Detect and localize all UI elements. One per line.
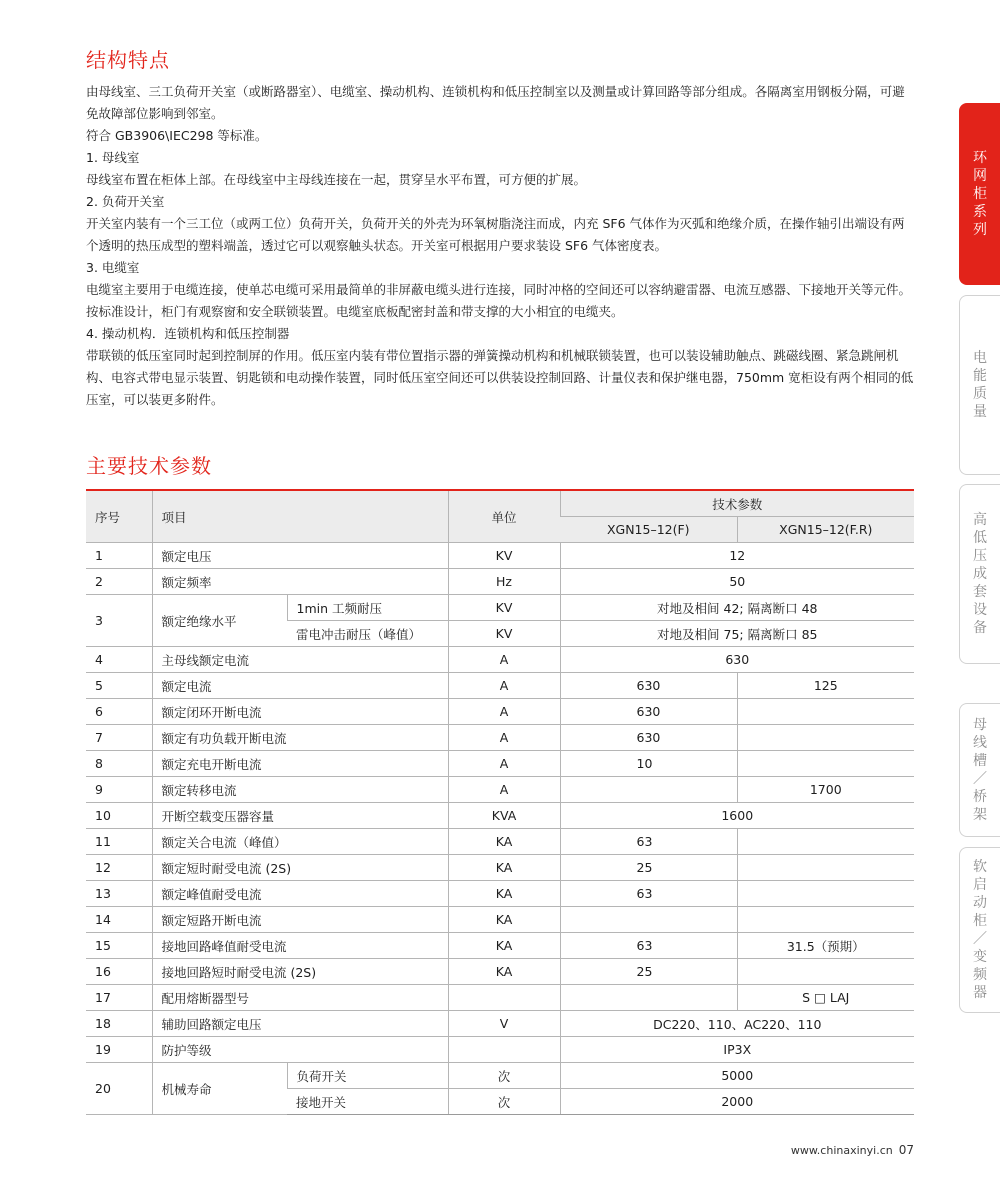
- table-row: [86, 881, 914, 907]
- paragraph-cable-room: 电缆室主要用于电缆连接，使单芯电缆可采用最简单的非屏蔽电缆头进行连接，同时冲格的空间还可以容纳避雷器、电流互感器、下接地开关等元件。按标准设计，柜门有观察窗和安全联锁装置。电缆室底板配密封盖和带支撑的大小相宜的电缆夹。: [86, 282, 912, 319]
- cell-unit: A: [448, 725, 560, 751]
- sidebar-tab-char: 网: [973, 168, 987, 184]
- sidebar-tab-label: [973, 349, 987, 421]
- cell-unit: 次: [448, 1063, 560, 1089]
- sidebar-tab-char: 质: [973, 386, 987, 402]
- table-row: [86, 777, 914, 803]
- cell-unit: [448, 985, 560, 1011]
- table-row: [86, 751, 914, 777]
- cell-value-f: 630: [560, 699, 737, 725]
- cell-unit: KA: [448, 907, 560, 933]
- sidebar-tab-char: 列: [973, 222, 987, 238]
- cell-value-fr: S □ LAJ: [737, 985, 914, 1011]
- sidebar-tab-char: 柜: [973, 913, 987, 929]
- cell-unit: [448, 1037, 560, 1063]
- cell-value-f: 63: [560, 933, 737, 959]
- sidebar-tab-switchgear[interactable]: [959, 484, 1000, 664]
- cell-value: 1600: [560, 803, 914, 829]
- sidebar-tab-char: 备: [973, 620, 987, 636]
- cell-no: 5: [86, 673, 152, 699]
- header-model-f: XGN15–12(F): [560, 517, 737, 543]
- cell-unit: KA: [448, 959, 560, 985]
- sidebar-tab-power-quality[interactable]: [959, 295, 1000, 475]
- cell-value-f: [560, 777, 737, 803]
- cell-value: 50: [560, 569, 914, 595]
- cell-value-f: 63: [560, 881, 737, 907]
- sidebar-tab-char: 系: [973, 204, 987, 220]
- cell-value-fr: 1700: [737, 777, 914, 803]
- cell-value-fr: [737, 881, 914, 907]
- cell-value: IP3X: [560, 1037, 914, 1063]
- header-tech-params: 技术参数: [560, 490, 914, 517]
- header-unit: 单位: [448, 490, 560, 543]
- page-number: 07: [898, 1143, 914, 1157]
- cell-value: 2000: [560, 1089, 914, 1115]
- page-footer: [791, 1143, 914, 1157]
- cell-no: 10: [86, 803, 152, 829]
- sidebar-tab-char: ／: [973, 931, 987, 947]
- cell-no: 12: [86, 855, 152, 881]
- cell-item: 接地回路峰值耐受电流: [152, 933, 448, 959]
- sidebar-tab-char: 频: [973, 967, 987, 983]
- cell-subitem: 1min 工频耐压: [287, 595, 448, 621]
- sidebar-tab-char: 动: [973, 895, 987, 911]
- table-row: [86, 933, 914, 959]
- sidebar-tab-char: 器: [973, 985, 987, 1001]
- table-row: [86, 673, 914, 699]
- paragraph-operating-mechanism: 带联锁的低压室同时起到控制屏的作用。低压室内装有带位置指示器的弹簧操动机构和机械联锁装置，也可以装设辅助触点、跳磁线圈、紧急跳闸机构、电容式带电显示装置、钥匙锁和电动操作装置，同时低压室空间还可以供装设控制回路、计量仪表和保护继电器，750mm 宽柜设有两个相同的低压室，可以装更多附件。: [86, 348, 914, 407]
- cell-item: 配用熔断器型号: [152, 985, 448, 1011]
- sidebar-tab-char: 软: [973, 859, 987, 875]
- cell-item: 额定关合电流（峰值）: [152, 829, 448, 855]
- cell-unit: KA: [448, 855, 560, 881]
- cell-item: 额定充电开断电流: [152, 751, 448, 777]
- sidebar-tab-char: 母: [973, 717, 987, 733]
- header-item: 项目: [152, 490, 448, 543]
- cell-unit: A: [448, 699, 560, 725]
- sidebar-tab-char: 桥: [973, 789, 987, 805]
- section-title-tech-params: 主要技术参数: [86, 454, 212, 478]
- sidebar-tab-char: 环: [973, 150, 987, 166]
- table-row: [86, 699, 914, 725]
- cell-value-fr: [737, 959, 914, 985]
- cell-item: 额定有功负载开断电流: [152, 725, 448, 751]
- sidebar-tab-char: 能: [973, 368, 987, 384]
- cell-item: 额定闭环开断电流: [152, 699, 448, 725]
- cell-item: 主母线额定电流: [152, 647, 448, 673]
- cell-item: 额定短路开断电流: [152, 907, 448, 933]
- cell-subitem: 雷电冲击耐压（峰值）: [287, 621, 448, 647]
- cell-no: 13: [86, 881, 152, 907]
- cell-value: 12: [560, 543, 914, 569]
- cell-no: 18: [86, 1011, 152, 1037]
- cell-unit: Hz: [448, 569, 560, 595]
- cell-value-fr: 125: [737, 673, 914, 699]
- sidebar-tab-char: 设: [973, 602, 987, 618]
- cell-item: 辅助回路额定电压: [152, 1011, 448, 1037]
- cell-item: 防护等级: [152, 1037, 448, 1063]
- cell-value-f: 25: [560, 959, 737, 985]
- sidebar-tab-char: 套: [973, 584, 987, 600]
- cell-unit: KVA: [448, 803, 560, 829]
- cell-no: 16: [86, 959, 152, 985]
- cell-value: 对地及相间 42; 隔离断口 48: [560, 595, 914, 621]
- cell-value: 630: [560, 647, 914, 673]
- cell-no: 15: [86, 933, 152, 959]
- cell-item: 接地回路短时耐受电流 (2S): [152, 959, 448, 985]
- sidebar-tab-label: [973, 149, 987, 239]
- sidebar-tab-char: 槽: [973, 753, 987, 769]
- cell-no: 14: [86, 907, 152, 933]
- cell-value-fr: [737, 855, 914, 881]
- cell-value-f: [560, 985, 737, 1011]
- cell-subitem: 接地开关: [287, 1089, 448, 1115]
- header-no: 序号: [86, 490, 152, 543]
- sidebar-tab-char: 低: [973, 530, 987, 546]
- paragraph-composition: 由母线室、三工负荷开关室（或断路器室）、电缆室、操动机构、连锁机构和低压控制室以及测量或计算回路等部分组成。各隔离室用钢板分隔，可避免故障部位影响到邻室。: [86, 84, 905, 121]
- cell-value-f: 630: [560, 725, 737, 751]
- table-row: [86, 1011, 914, 1037]
- cell-unit: A: [448, 647, 560, 673]
- cell-no: 11: [86, 829, 152, 855]
- table-row: [86, 985, 914, 1011]
- sidebar-tab-label: [973, 858, 987, 1002]
- sidebar-tab-char: 线: [973, 735, 987, 751]
- table-row: [86, 543, 914, 569]
- table-row: [86, 1037, 914, 1063]
- sidebar-tab-char: 变: [973, 949, 987, 965]
- sidebar-tab-char: 压: [973, 548, 987, 564]
- tech-params-table: [86, 489, 914, 1115]
- cell-value-f: 63: [560, 829, 737, 855]
- cell-unit: A: [448, 751, 560, 777]
- cell-value-f: 10: [560, 751, 737, 777]
- cell-unit: KV: [448, 595, 560, 621]
- cell-value: 对地及相间 75; 隔离断口 85: [560, 621, 914, 647]
- cell-unit: 次: [448, 1089, 560, 1115]
- subheading-switch-room: 2. 负荷开关室: [86, 194, 165, 209]
- paragraph-standards: 符合 GB3906\IEC298 等标准。: [86, 128, 268, 143]
- cell-no: 1: [86, 543, 152, 569]
- table-row: [86, 595, 914, 621]
- cell-no: 20: [86, 1063, 152, 1115]
- cell-item: 额定峰值耐受电流: [152, 881, 448, 907]
- sidebar-tab-char: 高: [973, 512, 987, 528]
- table-row: [86, 725, 914, 751]
- paragraph-switch-room: 开关室内装有一个三工位（或两工位）负荷开关，负荷开关的外壳为环氧树脂浇注而成，内充 SF6 气体作为灭弧和绝缘介质，在操作轴引出端设有两个透明的热压成型的塑料端盖，透过它可以观察触头状态。开关室可根据用户要求装设 SF6 气体密度表。: [86, 216, 905, 253]
- cell-unit: KV: [448, 621, 560, 647]
- sidebar-tab-char: 启: [973, 877, 987, 893]
- cell-item: 额定绝缘水平: [152, 595, 287, 647]
- cell-value-fr: 31.5（预期）: [737, 933, 914, 959]
- table-row: [86, 959, 914, 985]
- cell-value-fr: [737, 725, 914, 751]
- table-row: [86, 1063, 914, 1089]
- paragraph-busbar-room: 母线室布置在柜体上部。在母线室中主母线连接在一起，贯穿呈水平布置，可方便的扩展。: [86, 172, 587, 187]
- cell-unit: V: [448, 1011, 560, 1037]
- cell-item: 开断空载变压器容量: [152, 803, 448, 829]
- cell-unit: KA: [448, 933, 560, 959]
- cell-unit: A: [448, 673, 560, 699]
- cell-no: 17: [86, 985, 152, 1011]
- cell-no: 9: [86, 777, 152, 803]
- table-row: [86, 647, 914, 673]
- sidebar-tab-label: [973, 511, 987, 637]
- cell-value: DC220、110、AC220、110: [560, 1011, 914, 1037]
- cell-no: 3: [86, 595, 152, 647]
- cell-no: 4: [86, 647, 152, 673]
- cell-no: 8: [86, 751, 152, 777]
- header-model-fr: XGN15–12(F.R): [737, 517, 914, 543]
- cell-unit: KA: [448, 829, 560, 855]
- table-row: [86, 569, 914, 595]
- cell-item: 机械寿命: [152, 1063, 287, 1115]
- cell-value-fr: [737, 751, 914, 777]
- table-row: [86, 907, 914, 933]
- sidebar-tab-char: 量: [973, 404, 987, 420]
- cell-no: 7: [86, 725, 152, 751]
- cell-unit: KA: [448, 881, 560, 907]
- cell-item: 额定电压: [152, 543, 448, 569]
- sidebar-tab-label: [973, 716, 987, 824]
- cell-value-fr: [737, 699, 914, 725]
- cell-no: 19: [86, 1037, 152, 1063]
- sidebar-tab-soft-starter[interactable]: [959, 847, 1000, 1013]
- sidebar-tab-char: 架: [973, 807, 987, 823]
- subheading-busbar-room: 1. 母线室: [86, 150, 140, 165]
- website-url: www.chinaxinyi.cn: [790, 1144, 893, 1157]
- sidebar-tab-char: 柜: [973, 186, 987, 202]
- cell-value-f: 25: [560, 855, 737, 881]
- sidebar-tab-char: 电: [973, 350, 987, 366]
- cell-value-f: 630: [560, 673, 737, 699]
- table-row: [86, 855, 914, 881]
- cell-value-fr: [737, 829, 914, 855]
- cell-value-f: [560, 907, 737, 933]
- cell-subitem: 负荷开关: [287, 1063, 448, 1089]
- cell-value: 5000: [560, 1063, 914, 1089]
- sidebar-tab-char: ／: [973, 771, 987, 787]
- cell-value-fr: [737, 907, 914, 933]
- table-row: [86, 803, 914, 829]
- cell-item: 额定转移电流: [152, 777, 448, 803]
- table-header-row: [86, 490, 914, 517]
- cell-no: 6: [86, 699, 152, 725]
- sidebar-tab-char: 成: [973, 566, 987, 582]
- section-title-structure: 结构特点: [86, 48, 170, 72]
- cell-item: 额定电流: [152, 673, 448, 699]
- table-row: [86, 829, 914, 855]
- cell-no: 2: [86, 569, 152, 595]
- cell-unit: KV: [448, 543, 560, 569]
- sidebar-tab-ring-main-unit[interactable]: [959, 103, 1000, 285]
- cell-item: 额定短时耐受电流 (2S): [152, 855, 448, 881]
- cell-item: 额定频率: [152, 569, 448, 595]
- sidebar-tab-busway[interactable]: [959, 703, 1000, 837]
- subheading-operating-mechanism: 4. 操动机构．连锁机构和低压控制器: [86, 326, 290, 341]
- cell-unit: A: [448, 777, 560, 803]
- subheading-cable-room: 3. 电缆室: [86, 260, 140, 275]
- structure-description: [86, 81, 916, 411]
